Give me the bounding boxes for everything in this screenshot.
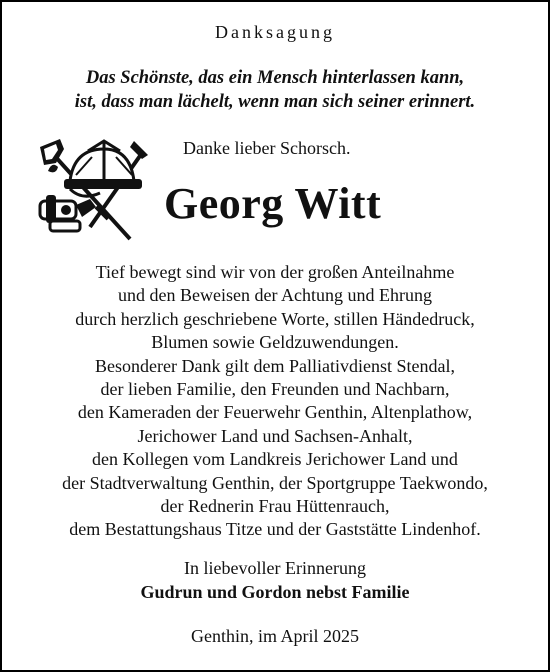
memory-line: In liebevoller Erinnerung bbox=[184, 558, 366, 578]
personal-thanks-line: Danke lieber Schorsch. bbox=[183, 138, 351, 158]
body-line: den Kameraden der Feuerwehr Genthin, Altenplathow, bbox=[77, 402, 473, 423]
body-line: Tief bewegt sind wir von der großen Anteilnahme bbox=[95, 262, 455, 282]
quote-line-1: Das Schönste, das ein Mensch hinterlassen kann, bbox=[85, 68, 465, 88]
place-and-date: Genthin, im April 2025 bbox=[191, 626, 359, 646]
body-line: Blumen sowie Geldzuwendungen. bbox=[151, 332, 399, 353]
thanks-body bbox=[2, 261, 548, 542]
body-line: durch herzlich geschriebene Worte, stillen Händedruck, bbox=[75, 308, 475, 329]
body-line: Besonderer Dank gilt dem Palliativdienst Stendal, bbox=[95, 355, 455, 376]
memorial-quote bbox=[2, 66, 548, 114]
body-line: der lieben Familie, den Freunden und Nachbarn, bbox=[100, 379, 450, 400]
body-line: den Kollegen vom Landkreis Jerichower Land und bbox=[92, 449, 458, 470]
firefighter-emblem-icon bbox=[30, 135, 150, 247]
body-line: der Stadtverwaltung Genthin, der Sportgruppe Taekwondo, bbox=[62, 472, 488, 493]
quote-line-2: ist, dass man lächelt, wenn man sich seiner erinnert. bbox=[74, 92, 476, 112]
family-signature: Gudrun und Gordon nebst Familie bbox=[140, 582, 410, 602]
notice-heading: Danksagung bbox=[215, 22, 335, 42]
deceased-name: Georg Witt bbox=[164, 179, 382, 228]
body-line: Jerichower Land und Sachsen-Anhalt, bbox=[137, 425, 413, 446]
body-line: und den Beweisen der Achtung und Ehrung bbox=[118, 285, 432, 306]
body-line: dem Bestattungshaus Titze und der Gaststätte Lindenhof. bbox=[69, 519, 481, 540]
body-line: der Rednerin Frau Hüttenrauch, bbox=[160, 496, 390, 517]
